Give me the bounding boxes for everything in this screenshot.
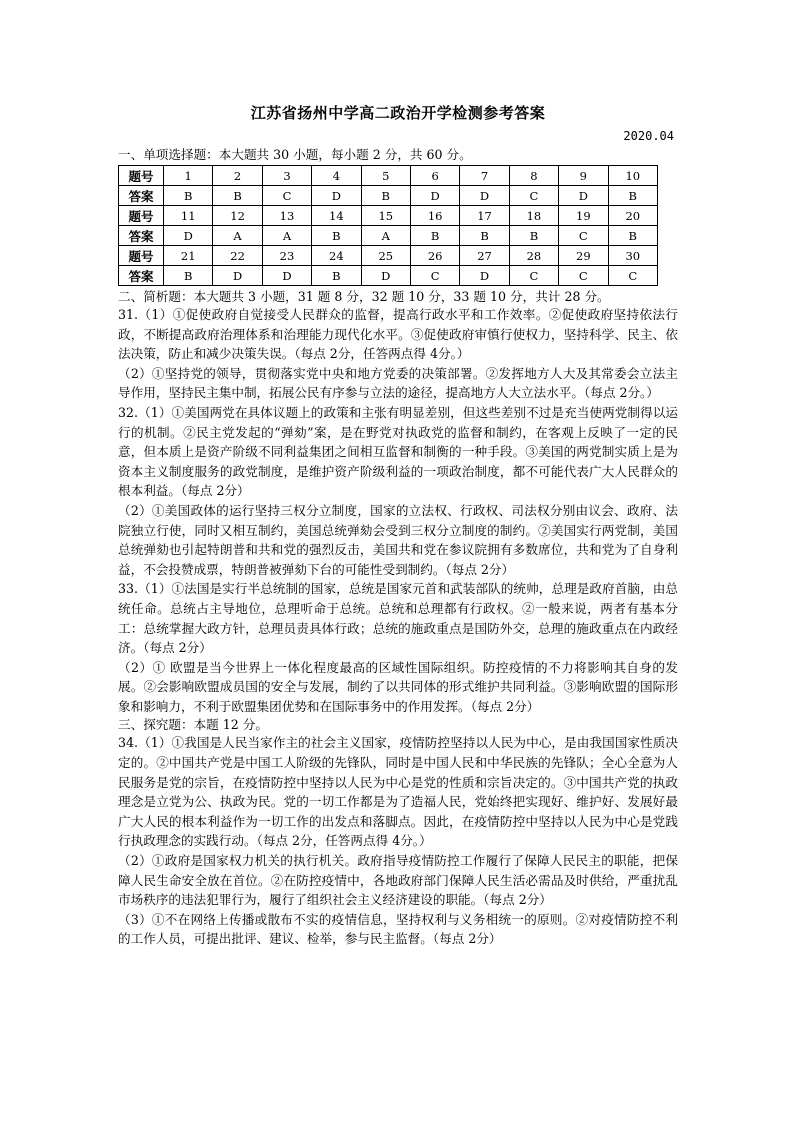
table-cell: 19 bbox=[559, 206, 608, 226]
q34-part1: 34.（1）①我国是人民当家作主的社会主义国家，疫情防控坚持以人民为中心，是由我国国家性质决定的。②中国共产党是中国工人阶级的先锋队，同时是中国人民和中华民族的先锋队；全心全意为人民服务是党的宗旨，在疫情防控中坚持以人民为中心是党的性质和宗旨决定的。③中国共产党的执政理念是立党为公、执政为民。党的一切工作都是为了造福人民，党始终把实现好、维护好、发展好最广大人民的根本利益作为一切工作的出发点和落脚点。因此，在疫情防控中坚持以人民为中心是党践行执政理念的实践行动。（每点 2分，任答两点得 4分。） bbox=[118, 735, 678, 849]
q32-part2: （2）①美国政体的运行坚持三权分立制度，国家的立法权、行政权、司法权分别由议会、政府、法院独立行使，同时又相互制约，美国总统弹劾会受到三权分立制度的制约。②美国实行两党制，美国总统弹劾也引起特朗普和共和党的强烈反击，美国共和党在参议院拥有多数席位，共和党为了自身利益，不会投赞成票，特朗普被弹劾下台的可能性受到制约。（每点 2分） bbox=[118, 502, 678, 577]
row-label: 题号 bbox=[119, 206, 164, 226]
table-cell: C bbox=[509, 186, 558, 206]
table-cell: D bbox=[460, 266, 509, 286]
q34-part3: （3）①不在网络上传播或散布不实的疫情信息，坚持权利与义务相统一的原则。②对疫情防控不利的工作人员，可提出批评、建议、检举，参与民主监督。（每点 2分） bbox=[118, 911, 678, 947]
row-label: 答案 bbox=[119, 226, 164, 246]
table-cell: A bbox=[361, 226, 410, 246]
table-cell: B bbox=[460, 226, 509, 246]
table-cell: 10 bbox=[608, 166, 657, 186]
table-row bbox=[119, 186, 658, 206]
table-cell: B bbox=[312, 266, 361, 286]
table-cell: 6 bbox=[410, 166, 459, 186]
table-cell: 25 bbox=[361, 246, 410, 266]
table-cell: A bbox=[213, 226, 262, 246]
row-label: 答案 bbox=[119, 266, 164, 286]
table-cell: 23 bbox=[262, 246, 311, 266]
table-cell: B bbox=[361, 186, 410, 206]
table-cell: D bbox=[361, 266, 410, 286]
row-label: 题号 bbox=[119, 166, 164, 186]
table-row bbox=[119, 166, 658, 186]
q33-part2: （2）① 欧盟是当今世界上一体化程度最高的区域性国际组织。防控疫情的不力将影响其自身的发展。②会影响欧盟成员国的安全与发展，制约了以共同体的形式维护共同利益。③影响欧盟的国际形象和影响力，不利于欧盟集团优势和在国际事务中的作用发挥。（每点 2分） bbox=[118, 659, 678, 714]
table-cell: B bbox=[164, 266, 213, 286]
table-cell: 17 bbox=[460, 206, 509, 226]
table-cell: 27 bbox=[460, 246, 509, 266]
table-cell: 22 bbox=[213, 246, 262, 266]
table-cell: D bbox=[460, 186, 509, 206]
table-cell: 4 bbox=[312, 166, 361, 186]
table-cell: 30 bbox=[608, 246, 657, 266]
table-cell: A bbox=[262, 226, 311, 246]
table-cell: C bbox=[559, 266, 608, 286]
table-cell: B bbox=[608, 226, 657, 246]
table-cell: B bbox=[410, 226, 459, 246]
table-cell: D bbox=[213, 266, 262, 286]
table-cell: C bbox=[559, 226, 608, 246]
table-cell: D bbox=[312, 186, 361, 206]
q34-part2: （2）①政府是国家权力机关的执行机关。政府指导疫情防控工作履行了保障人民民主的职能，把保障人民生命安全放在首位。②在防控疫情中，各地政府部门保障人民生活必需品及时供给，严重扰乱市场秩序的违法犯罪行为，履行了组织社会主义经济建设的职能。（每点 2分） bbox=[118, 853, 678, 908]
row-label: 答案 bbox=[119, 186, 164, 206]
table-row bbox=[119, 266, 658, 286]
table-cell: D bbox=[410, 186, 459, 206]
table-cell: 29 bbox=[559, 246, 608, 266]
table-cell: D bbox=[262, 266, 311, 286]
document-title: 江苏省扬州中学高二政治开学检测参考答案 bbox=[250, 104, 546, 122]
row-label: 题号 bbox=[119, 246, 164, 266]
table-cell: C bbox=[608, 266, 657, 286]
table-cell: 1 bbox=[164, 166, 213, 186]
answer-document bbox=[118, 102, 678, 949]
table-row bbox=[119, 206, 658, 226]
table-cell: 15 bbox=[361, 206, 410, 226]
document-date: 2020.04 bbox=[623, 129, 674, 143]
q33-part1: 33.（1）①法国是实行半总统制的国家，总统是国家元首和武装部队的统帅，总理是政府首脑，由总统任命。总统占主导地位，总理听命于总统。总统和总理都有行政权。②一般来说，两者有基本分工：总统掌握大政方针，总理员责具体行政；总统的施政重点是国防外交，总理的施政重点在内政经济。（每点 2分） bbox=[118, 581, 678, 656]
table-cell: 11 bbox=[164, 206, 213, 226]
q31-part2: （2）①坚持党的领导，贯彻落实党中央和地方党委的决策部署。②发挥地方人大及其常委会立法主导作用，坚持民主集中制，拓展公民有序参与立法的途径，提高地方人大立法水平。（每点 2分。） bbox=[118, 365, 678, 401]
table-cell: 8 bbox=[509, 166, 558, 186]
table-cell: 14 bbox=[312, 206, 361, 226]
table-cell: B bbox=[608, 186, 657, 206]
table-cell: B bbox=[164, 186, 213, 206]
table-cell: 9 bbox=[559, 166, 608, 186]
table-cell: 16 bbox=[410, 206, 459, 226]
table-cell: 28 bbox=[509, 246, 558, 266]
table-cell: B bbox=[312, 226, 361, 246]
table-cell: 20 bbox=[608, 206, 657, 226]
q32-part1: 32.（1）①美国两党在具体议题上的政策和主张有明显差别，但这些差别不过是充当使两党制得以运行的机制。②民主党发起的“弹劾”案，是在野党对执政党的监督和制约，在客观上反映了一定的民意，但本质上是资产阶级不同利益集团之间相互监督和制衡的一种手段。③美国的两党制实质上是为资本主义制度服务的政党制度，是维护资产阶级利益的一项政治制度，都不可能代表广大人民群众的根本利益。（每点 2分） bbox=[118, 404, 678, 499]
section-1-heading: 一、单项选择题：本大题共 30 小题，每小题 2 分，共 60 分。 bbox=[118, 147, 472, 162]
q31-part1: 31.（1）①促使政府自觉接受人民群众的监督，提高行政水平和工作效率。②促使政府坚持依法行政，不断提高政府治理体系和治理能力现代化水平。③促使政府审慎行使权力，坚持科学、民主、依法决策，防止和减少决策失误。（每点 2分，任答两点得 4分。） bbox=[118, 307, 678, 362]
table-cell: B bbox=[213, 186, 262, 206]
table-cell: 24 bbox=[312, 246, 361, 266]
section-2-heading: 二、简析题：本大题共 3 小题，31 题 8 分，32 题 10 分，33 题 10 分，共计 28 分。 bbox=[118, 289, 610, 304]
table-cell: 5 bbox=[361, 166, 410, 186]
table-cell: 13 bbox=[262, 206, 311, 226]
table-cell: 21 bbox=[164, 246, 213, 266]
table-cell: 2 bbox=[213, 166, 262, 186]
table-cell: D bbox=[164, 226, 213, 246]
table-cell: C bbox=[262, 186, 311, 206]
table-cell: 26 bbox=[410, 246, 459, 266]
table-row bbox=[119, 246, 658, 266]
table-cell: 18 bbox=[509, 206, 558, 226]
table-row bbox=[119, 226, 658, 246]
table-cell: 7 bbox=[460, 166, 509, 186]
table-cell: B bbox=[509, 226, 558, 246]
table-cell: D bbox=[559, 186, 608, 206]
table-cell: 3 bbox=[262, 166, 311, 186]
table-cell: C bbox=[410, 266, 459, 286]
section-3-heading: 三、探究题：本题 12 分。 bbox=[118, 717, 268, 733]
table-cell: 12 bbox=[213, 206, 262, 226]
answer-table bbox=[118, 165, 658, 286]
table-cell: C bbox=[509, 266, 558, 286]
